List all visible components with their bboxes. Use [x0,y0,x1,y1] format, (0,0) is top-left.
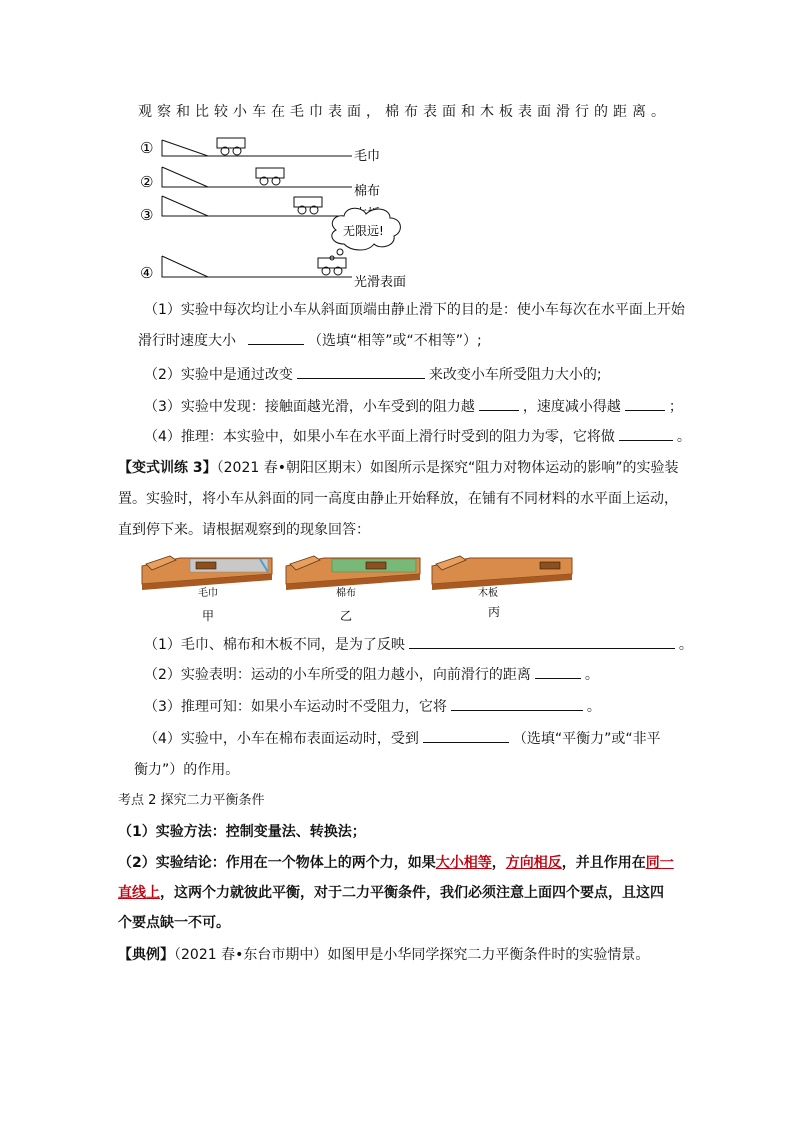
q2-sub4-text-b: （选填“平衡力”或“非平 [512,731,661,747]
q2-sub1-text-a: （1）毛巾、棉布和木板不同，是为了反映 [144,637,405,653]
q2-sub1-text-b: 。 [678,637,693,653]
q2-sub3-text-a: （3）推理可知：如果小车运动时不受阻力，它将 [144,699,447,715]
row-number-1: ① [140,139,154,157]
cart-3 [294,197,322,214]
ex3-heading-text: （2021 春•朝阳区期末）如图所示是探究“阻力对物体运动的影响”的实验装 [216,460,679,476]
ramp-diagram [130,130,430,290]
q1-sub2-text-b: 来改变小车所受阻力大小的; [428,367,602,383]
ex3-tag: 【变式训练 3】 [118,460,217,476]
q2-sub2 [144,664,599,685]
q1-sub3-text-a: （3）实验中发现：接触面越光滑，小车受到的阻力越 [144,399,475,415]
surface-label-towel: 毛巾 [354,149,381,164]
bubble-text: 无限远! [343,224,384,238]
kp2-highlight-equal: 大小相等 [435,855,492,871]
surface-label-cotton: 棉布 [354,184,381,199]
q2-sub4-cont: 衡力”）的作用。 [134,762,240,778]
answer-blank[interactable] [451,696,583,711]
board-label-towel: 毛巾 [198,588,218,599]
q2-sub3-text-b: 。 [586,699,601,715]
answer-blank[interactable] [625,396,665,411]
q1-sub3-text-b: ，速度减小得越 [522,399,621,415]
surface-boards-diagram [140,548,580,626]
q1-line2 [138,330,482,351]
kp2-text-d: ，并且作用在 [561,855,646,871]
q2-sub4 [144,728,661,749]
ex3-line2: 置。实验时，将小车从斜面的同一高度由静止开始释放，在铺有不同材料的水平面上运动， [118,491,678,507]
caption-jia: 甲 [202,609,215,623]
caption-bing: 丙 [488,605,501,619]
q2-sub4-text-a: （4）实验中，小车在棉布表面运动时，受到 [144,731,419,747]
kp2-highlight-opposite: 方向相反 [505,855,562,871]
answer-blank[interactable] [479,396,519,411]
kp2-text-b: ，这两个力就彼此平衡，对于二力平衡条件，我们必须注意上面四个要点，且这四 [160,885,664,901]
q2-sub1 [144,634,693,655]
board-label-wood: 木板 [478,588,498,599]
q1-line2-text-a: 滑行时速度大小 [138,333,236,349]
ex3-line3: 直到停下来。请根据观察到的现象回答： [118,522,370,538]
answer-blank[interactable] [297,364,425,379]
q2-sub2-text-b: 。 [584,667,599,683]
board-cotton [286,556,420,623]
surface-label-smooth: 光滑表面 [354,275,407,290]
q2-sub2-text-a: （2）实验表明：运动的小车所受的阻力越小，向前滑行的距离 [144,667,531,683]
q1-sub3 [144,396,683,417]
example-tag: 【典例】 [118,947,174,963]
ex3-heading [118,458,678,478]
row-number-3: ③ [140,206,154,224]
row-number-2: ② [140,173,154,191]
q2-sub3 [144,696,601,717]
answer-blank[interactable] [619,426,673,441]
answer-blank[interactable] [535,664,581,679]
kp2-text-a: （2）实验结论：作用在一个物体上的两个力，如果 [118,855,436,871]
thought-bubble [330,208,400,260]
row-number-4: ④ [140,264,154,282]
answer-blank[interactable] [248,330,304,345]
q1-sub4-text-a: （4）推理：本实验中，如果小车在水平面上滑行时受到的阻力为零，它将做 [144,429,615,445]
q1-line1: （1）实验中每次均让小车从斜面顶端由静止滑下的目的是：使小车每次在水平面上开始 [144,302,685,318]
kp2-conclusion-line2 [118,883,664,903]
board-towel [142,556,272,623]
q1-line2-text-b: （选填“相等”或“不相等”）; [308,333,482,349]
board-label-cotton: 棉布 [336,588,356,599]
kp2-highlight-line: 直线上 [118,885,160,901]
example-text: （2021 春•东台市期中）如图甲是小华同学探究二力平衡条件时的实验情景。 [174,947,650,963]
cart-4 [318,258,346,275]
caption-yi: 乙 [340,609,353,623]
answer-blank[interactable] [409,634,675,649]
answer-blank[interactable] [423,728,509,743]
q1-sub3-text-c: ； [668,399,683,415]
intro-text: 观察和比较小车在毛巾表面，棉布表面和木板表面滑行的距离。 [138,104,670,120]
board-wood [432,556,572,619]
q1-sub2-text-a: （2）实验中是通过改变 [144,367,293,383]
example-heading [118,945,649,965]
cart-2 [256,168,284,185]
kp2-conclusion-line3: 个要点缺一不可。 [118,915,230,931]
kp2-text-comma: ， [491,855,506,871]
q1-sub2 [144,364,602,385]
q1-sub4 [144,426,691,447]
kp2-method: （1）实验方法：控制变量法、转换法； [118,824,366,840]
q1-sub4-text-b: 。 [676,429,691,445]
cart-1 [217,138,245,155]
kp2-title: 考点 2 探究二力平衡条件 [118,793,265,808]
kp2-highlight-same: 同一 [645,855,674,871]
kp2-conclusion-line1 [118,853,674,873]
